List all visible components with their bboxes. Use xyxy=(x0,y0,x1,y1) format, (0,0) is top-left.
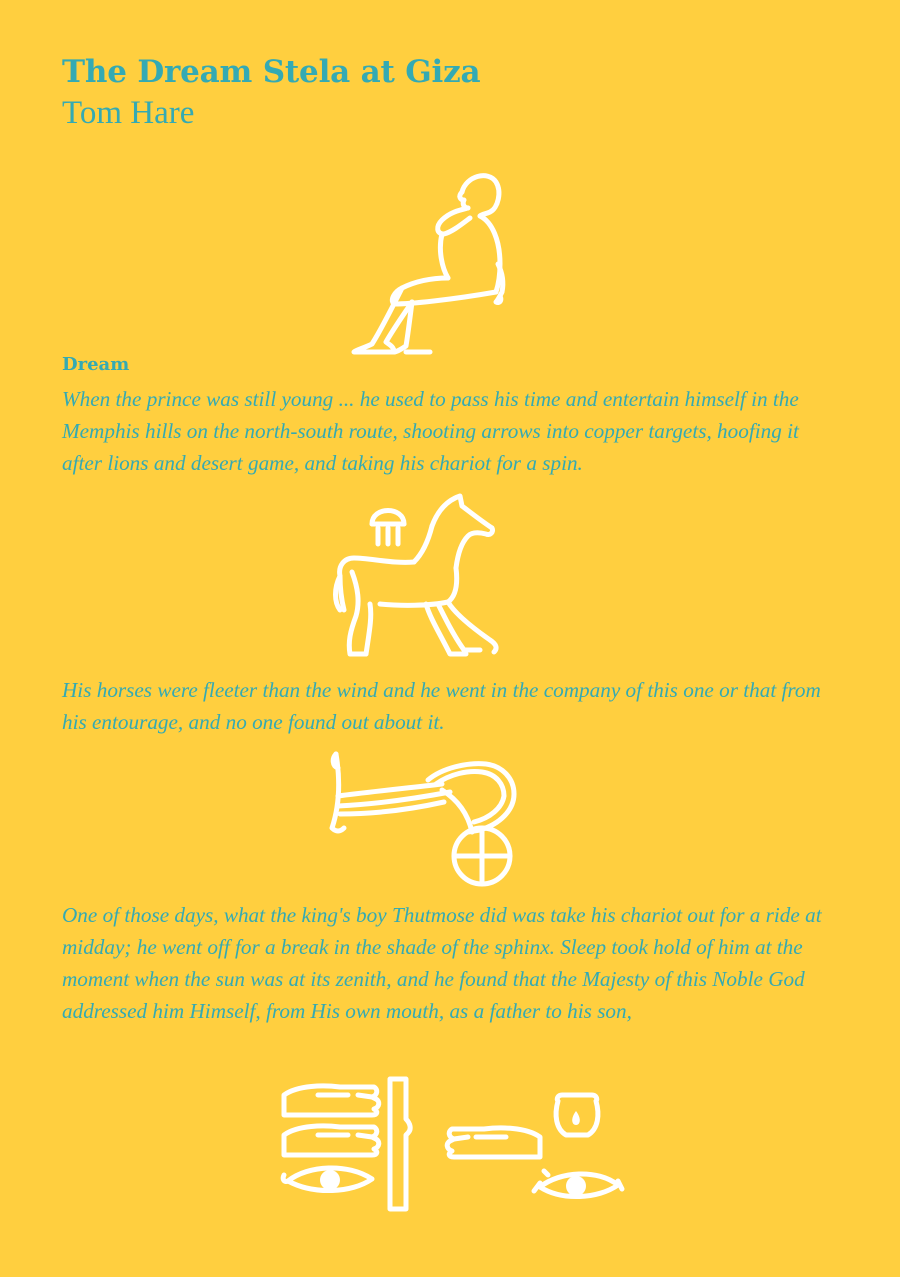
section-heading: Dream xyxy=(62,354,130,375)
paragraph-2: His horses were fleeter than the wind and he went in the company of this one or that from his entourage, and no one found out about it. xyxy=(62,678,821,734)
chariot-hieroglyph-icon xyxy=(318,748,523,890)
horse-hieroglyph-icon xyxy=(330,492,500,662)
paragraph-3: One of those days, what the king's boy Thutmose did was take his chariot out for a ride at midday; he went off for a break in the shade of the sphinx. Sleep took hold of him at the moment when the sun was at its zenith, and he found that the Majesty of this Noble God addressed him Himself, from His own mouth, as a father to his son, xyxy=(62,903,822,1023)
author-name: Tom Hare xyxy=(62,95,195,131)
paragraph-1: When the prince was still young ... he used to pass his time and entertain himself in the Memphis hills on the north-south route, shooting arrows into copper targets, hoofing it after lions and desert game, and taking his chariot for a spin. xyxy=(62,387,799,475)
hands-and-eyes-hieroglyph-icon xyxy=(278,1075,623,1215)
seated-man-hieroglyph-icon xyxy=(350,168,525,358)
page-title: The Dream Stela at Giza xyxy=(62,54,481,90)
